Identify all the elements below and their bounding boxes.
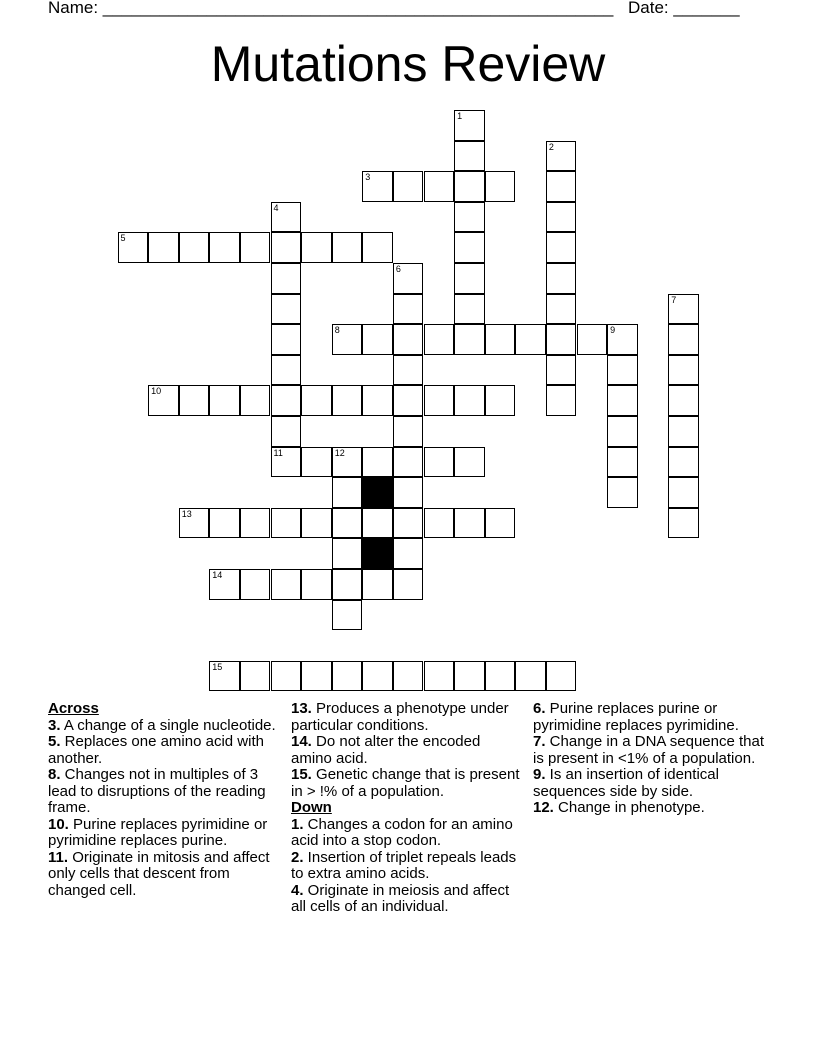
crossword-cell[interactable] [209,385,240,416]
crossword-cell[interactable] [607,416,638,447]
crossword-cell[interactable] [454,294,485,325]
crossword-cell[interactable] [668,477,699,508]
crossword-cell[interactable] [148,385,179,416]
crossword-cell[interactable] [148,232,179,263]
crossword-cell[interactable] [393,538,424,569]
clue-number: 14 [212,570,223,580]
crossword-cell[interactable] [271,508,302,539]
crossword-cell[interactable] [668,447,699,478]
crossword-cell[interactable] [332,538,363,569]
crossword-cell[interactable] [668,294,699,325]
crossword-cell[interactable] [668,508,699,539]
crossword-cell[interactable] [362,171,393,202]
clue-column-1 [48,701,280,899]
crossword-cell[interactable] [362,569,393,600]
crossword-cell[interactable] [607,447,638,478]
clue-number: 10 [151,386,162,397]
crossword-cell[interactable] [546,263,577,294]
crossword-cell[interactable] [454,171,485,202]
crossword-cell[interactable] [546,202,577,233]
crossword-cell[interactable] [332,600,363,631]
name-field[interactable]: Name: ______________________________________________________ [48,0,614,17]
crossword-cell[interactable] [393,661,424,692]
down-clue: 1. Changes a codon for an amino acid into a stop codon. [291,815,513,849]
across-clue: 14. Do not alter the encoded amino acid. [291,733,481,767]
crossword-cell[interactable] [332,324,363,355]
crossword-cell[interactable] [393,508,424,539]
crossword-cell[interactable] [454,661,485,692]
clue-column-2 [291,701,523,916]
across-clue: 11. Originate in mitosis and affect only cells that descent from changed cell. [48,848,270,899]
crossword-cell[interactable] [240,569,271,600]
date-field[interactable]: Date: _______ [628,0,740,17]
crossword-cell[interactable] [607,324,638,355]
crossword-cell[interactable] [332,477,363,508]
blocked-cell [362,477,393,508]
crossword-cell[interactable] [271,202,302,233]
crossword-cell[interactable] [607,355,638,386]
crossword-cell[interactable] [454,447,485,478]
crossword-cell[interactable] [393,355,424,386]
crossword-cell[interactable] [301,232,332,263]
crossword-cell[interactable] [393,385,424,416]
crossword-cell[interactable] [271,447,302,478]
clue-number: 3 [365,172,371,183]
crossword-cell[interactable] [485,385,516,416]
crossword-cell[interactable] [179,232,210,263]
clue-number: 13 [181,508,192,519]
blocked-cell [362,538,393,569]
clue-number: 5 [120,233,126,244]
crossword-cell[interactable] [332,232,363,263]
across-heading: Across [48,700,99,717]
crossword-cell[interactable] [362,324,393,355]
down-clue: 9. Is an insertion of identical sequences side by side. [533,766,719,800]
crossword-cell[interactable] [209,508,240,539]
crossword-cell[interactable] [301,385,332,416]
crossword-cell[interactable] [668,324,699,355]
crossword-cell[interactable] [454,141,485,172]
crossword-cell[interactable] [271,569,302,600]
crossword-cell[interactable] [393,263,424,294]
crossword-cell[interactable] [668,385,699,416]
down-heading: Down [291,799,332,816]
crossword-cell[interactable] [240,232,271,263]
crossword-cell[interactable] [271,294,302,325]
crossword-cell[interactable] [393,324,424,355]
crossword-cell[interactable] [546,294,577,325]
crossword-cell[interactable] [362,447,393,478]
crossword-cell[interactable] [515,324,546,355]
crossword-cell[interactable] [240,508,271,539]
crossword-cell[interactable] [454,385,485,416]
crossword-cell[interactable] [546,355,577,386]
crossword-cell[interactable] [301,661,332,692]
crossword-cell[interactable] [271,416,302,447]
crossword-cell[interactable] [332,569,363,600]
clue-number: 1 [457,111,463,121]
crossword-cell[interactable] [485,508,516,539]
crossword-cell[interactable] [668,416,699,447]
across-clue: 5. Replaces one amino acid with another. [48,733,264,767]
crossword-cell[interactable] [179,508,210,539]
across-clue: 8. Changes not in multiples of 3 lead to disruptions of the reading frame. [48,766,266,816]
crossword-cell[interactable] [301,508,332,539]
down-clue: 6. Purine replaces purine or pyrimidine replaces pyrimidine. [533,700,739,734]
clue-number: 4 [273,202,279,213]
crossword-cell[interactable] [393,171,424,202]
crossword-cell[interactable] [332,385,363,416]
crossword-cell[interactable] [209,569,240,600]
clue-number: 6 [395,264,401,274]
down-clue: 2. Insertion of triplet repeals leads to extra amino acids. [291,848,517,882]
across-clue: 15. Genetic change that is present in > !% of a population. [291,766,520,800]
crossword-cell[interactable] [332,661,363,692]
clue-number: 11 [273,447,283,458]
down-clue: 4. Originate in meiosis and affect all cells of an individual. [291,881,510,915]
clue-number: 8 [334,325,340,336]
crossword-cell[interactable] [393,447,424,478]
crossword-cell[interactable] [454,110,485,141]
crossword-cell[interactable] [240,661,271,692]
crossword-cell[interactable] [607,477,638,508]
down-clue: 12. Change in phenotype. [533,799,705,816]
clue-number: 7 [671,294,677,305]
page-title: Mutations Review [210,36,606,92]
crossword-cell[interactable] [271,232,302,263]
clue-number: 9 [610,325,616,336]
crossword-cell[interactable] [393,477,424,508]
crossword-cell[interactable] [546,324,577,355]
crossword-cell[interactable] [362,508,393,539]
crossword-cell[interactable] [332,508,363,539]
crossword-cell[interactable] [271,263,302,294]
crossword-cell[interactable] [454,202,485,233]
crossword-cell[interactable] [546,661,577,692]
crossword-cell[interactable] [362,232,393,263]
crossword-cell[interactable] [271,385,302,416]
crossword-cell[interactable] [454,263,485,294]
crossword-cell[interactable] [424,324,455,355]
crossword-cell[interactable] [424,447,455,478]
crossword-cell[interactable] [546,141,577,172]
crossword-cell[interactable] [454,324,485,355]
crossword-cell[interactable] [485,171,516,202]
clue-column-3 [533,701,765,817]
crossword-cell[interactable] [546,171,577,202]
crossword-cell[interactable] [577,324,608,355]
crossword-cell[interactable] [362,661,393,692]
crossword-cell[interactable] [607,385,638,416]
crossword-cell[interactable] [393,416,424,447]
crossword-cell[interactable] [424,661,455,692]
crossword-cell[interactable] [301,447,332,478]
crossword-cell[interactable] [209,232,240,263]
clue-number: 12 [334,447,345,458]
across-clue: 3. A change of a single nucleotide. [48,716,276,734]
crossword-cell[interactable] [332,447,363,478]
crossword-cell[interactable] [454,232,485,263]
crossword-cell[interactable] [362,385,393,416]
clue-number: 15 [212,661,223,672]
crossword-cell[interactable] [424,508,455,539]
crossword-cell[interactable] [485,661,516,692]
crossword-cell[interactable] [668,355,699,386]
crossword-cell[interactable] [454,508,485,539]
crossword-cell[interactable] [393,569,424,600]
crossword-cell[interactable] [393,294,424,325]
crossword-cell[interactable] [485,324,516,355]
crossword-cell[interactable] [271,661,302,692]
crossword-cell[interactable] [301,569,332,600]
crossword-cell[interactable] [209,661,240,692]
crossword-cell[interactable] [118,232,149,263]
clue-number: 2 [548,141,554,152]
crossword-cell[interactable] [179,385,210,416]
crossword-cell[interactable] [546,385,577,416]
down-clue: 7. Change in a DNA sequence that is present in <1% of a population. [533,733,764,767]
crossword-cell[interactable] [546,232,577,263]
crossword-cell[interactable] [271,324,302,355]
crossword-cell[interactable] [271,355,302,386]
crossword-cell[interactable] [424,171,455,202]
crossword-cell[interactable] [515,661,546,692]
crossword-cell[interactable] [424,385,455,416]
crossword-cell[interactable] [240,385,271,416]
across-clue: 10. Purine replaces pyrimidine or pyrimidine replaces purine. [48,815,268,849]
across-clue: 13. Produces a phenotype under particular conditions. [291,700,509,734]
